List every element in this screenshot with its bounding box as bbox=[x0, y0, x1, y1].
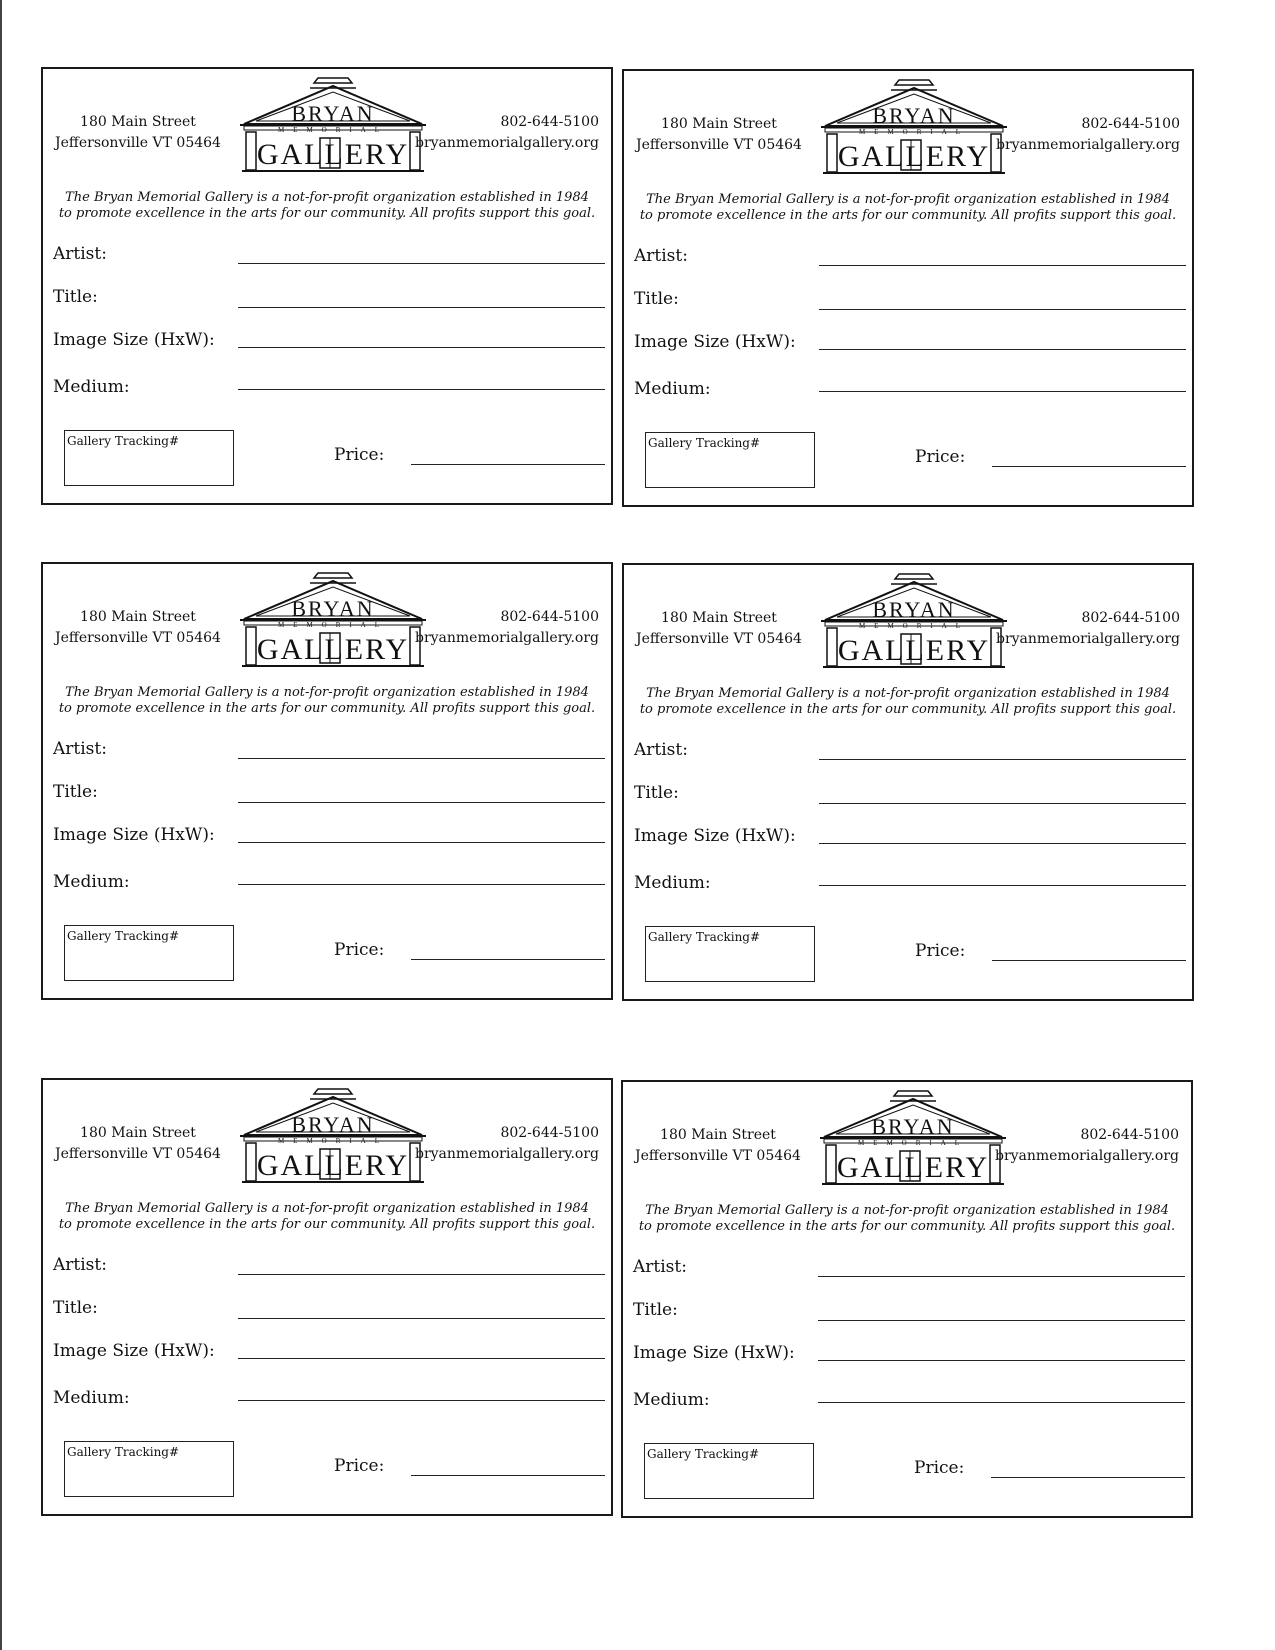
gallery-tracking-box[interactable] bbox=[64, 1441, 234, 1497]
logo-text-top: BRYAN bbox=[872, 103, 956, 128]
mission-line-2: to promote excellence in the arts for our community. All profits support this goal. bbox=[58, 701, 596, 716]
logo-text-bottom: GALLERY bbox=[256, 633, 410, 666]
gallery-building-logo bbox=[820, 1087, 1006, 1188]
address-city: Jeffersonville VT 05464 bbox=[55, 1146, 221, 1162]
gallery-tracking-box[interactable] bbox=[645, 926, 815, 982]
gallery-building-logo bbox=[240, 1085, 426, 1186]
gallery-address bbox=[636, 608, 802, 650]
address-city: Jeffersonville VT 05464 bbox=[55, 135, 221, 151]
logo-text-bottom: GALLERY bbox=[837, 634, 991, 667]
artwork-label-card-6 bbox=[621, 1080, 1193, 1518]
price-label: Price: bbox=[334, 940, 385, 960]
mission-line-2: to promote excellence in the arts for our community. All profits support this goal. bbox=[58, 206, 596, 221]
gallery-contact bbox=[996, 114, 1180, 156]
artist-label: Artist: bbox=[633, 1257, 687, 1277]
medium-label: Medium: bbox=[633, 1390, 710, 1410]
mission-statement bbox=[624, 686, 1192, 718]
logo-text-top: BRYAN bbox=[291, 1112, 375, 1137]
medium-label: Medium: bbox=[53, 1388, 130, 1408]
image-size-label: Image Size (HxW): bbox=[53, 1341, 215, 1361]
price-label: Price: bbox=[334, 445, 385, 465]
gallery-website: bryanmemorialgallery.org bbox=[414, 1146, 599, 1162]
medium-field[interactable] bbox=[818, 1402, 1185, 1403]
artist-label: Artist: bbox=[53, 739, 107, 759]
price-label: Price: bbox=[334, 1456, 385, 1476]
address-city: Jeffersonville VT 05464 bbox=[55, 630, 221, 646]
address-street: 180 Main Street bbox=[80, 114, 196, 130]
gallery-address bbox=[635, 1125, 801, 1167]
artist-label: Artist: bbox=[53, 1255, 107, 1275]
address-city: Jeffersonville VT 05464 bbox=[635, 1148, 801, 1164]
title-label: Title: bbox=[53, 287, 98, 307]
title-field[interactable] bbox=[818, 1320, 1185, 1321]
gallery-contact bbox=[415, 112, 599, 154]
gallery-tracking-label: Gallery Tracking# bbox=[67, 1445, 180, 1459]
medium-field[interactable] bbox=[238, 884, 605, 885]
title-field[interactable] bbox=[819, 309, 1186, 310]
image-size-field[interactable] bbox=[238, 347, 605, 348]
title-field[interactable] bbox=[238, 802, 605, 803]
artist-label: Artist: bbox=[634, 740, 688, 760]
gallery-contact bbox=[415, 1123, 599, 1165]
logo-text-middle: MEMORIAL bbox=[858, 128, 970, 136]
mission-statement bbox=[43, 685, 611, 717]
gallery-website: bryanmemorialgallery.org bbox=[994, 1148, 1179, 1164]
medium-label: Medium: bbox=[634, 379, 711, 399]
medium-field[interactable] bbox=[238, 1400, 605, 1401]
gallery-building-logo bbox=[821, 570, 1007, 671]
mission-statement bbox=[43, 190, 611, 222]
gallery-address bbox=[636, 114, 802, 156]
medium-label: Medium: bbox=[53, 377, 130, 397]
artist-field[interactable] bbox=[238, 263, 605, 264]
artist-label: Artist: bbox=[53, 244, 107, 264]
address-street: 180 Main Street bbox=[660, 1127, 776, 1143]
image-size-field[interactable] bbox=[238, 842, 605, 843]
price-label: Price: bbox=[915, 447, 966, 467]
logo-text-top: BRYAN bbox=[871, 1114, 955, 1139]
image-size-label: Image Size (HxW): bbox=[53, 825, 215, 845]
logo-text-bottom: GALLERY bbox=[837, 140, 991, 173]
gallery-tracking-box[interactable] bbox=[645, 432, 815, 488]
title-label: Title: bbox=[53, 782, 98, 802]
address-street: 180 Main Street bbox=[661, 610, 777, 626]
image-size-field[interactable] bbox=[819, 843, 1186, 844]
price-field[interactable] bbox=[411, 464, 605, 465]
mission-line-1: The Bryan Memorial Gallery is a not-for-profit organization established in 1984 bbox=[645, 1203, 1169, 1218]
artist-field[interactable] bbox=[238, 758, 605, 759]
artist-field[interactable] bbox=[238, 1274, 605, 1275]
price-label: Price: bbox=[914, 1458, 965, 1478]
title-field[interactable] bbox=[238, 1318, 605, 1319]
gallery-tracking-label: Gallery Tracking# bbox=[67, 434, 180, 448]
gallery-address bbox=[55, 112, 221, 154]
price-field[interactable] bbox=[411, 1475, 605, 1476]
image-size-label: Image Size (HxW): bbox=[53, 330, 215, 350]
image-size-label: Image Size (HxW): bbox=[633, 1343, 795, 1363]
title-label: Title: bbox=[634, 289, 679, 309]
title-label: Title: bbox=[634, 783, 679, 803]
logo-text-middle: MEMORIAL bbox=[858, 622, 970, 630]
gallery-tracking-box[interactable] bbox=[64, 925, 234, 981]
medium-field[interactable] bbox=[819, 391, 1186, 392]
mission-statement bbox=[43, 1201, 611, 1233]
gallery-tracking-label: Gallery Tracking# bbox=[648, 930, 761, 944]
address-city: Jeffersonville VT 05464 bbox=[636, 631, 802, 647]
gallery-contact bbox=[415, 607, 599, 649]
address-street: 180 Main Street bbox=[80, 1125, 196, 1141]
logo-text-bottom: GALLERY bbox=[836, 1151, 990, 1184]
mission-line-1: The Bryan Memorial Gallery is a not-for-profit organization established in 1984 bbox=[65, 1201, 589, 1216]
mission-line-1: The Bryan Memorial Gallery is a not-for-profit organization established in 1984 bbox=[646, 192, 1170, 207]
artist-field[interactable] bbox=[818, 1276, 1185, 1277]
address-city: Jeffersonville VT 05464 bbox=[636, 137, 802, 153]
mission-line-2: to promote excellence in the arts for our community. All profits support this goal. bbox=[638, 1219, 1176, 1234]
mission-line-1: The Bryan Memorial Gallery is a not-for-profit organization established in 1984 bbox=[65, 190, 589, 205]
title-label: Title: bbox=[633, 1300, 678, 1320]
address-street: 180 Main Street bbox=[80, 609, 196, 625]
gallery-website: bryanmemorialgallery.org bbox=[995, 137, 1180, 153]
gallery-phone: 802-644-5100 bbox=[1081, 116, 1180, 132]
price-field[interactable] bbox=[411, 959, 605, 960]
artwork-label-card-4 bbox=[622, 563, 1194, 1001]
medium-field[interactable] bbox=[238, 389, 605, 390]
logo-text-bottom: GALLERY bbox=[256, 138, 410, 171]
gallery-contact bbox=[996, 608, 1180, 650]
logo-text-middle: MEMORIAL bbox=[857, 1139, 969, 1147]
mission-statement bbox=[624, 192, 1192, 224]
logo-text-top: BRYAN bbox=[291, 101, 375, 126]
gallery-tracking-label: Gallery Tracking# bbox=[647, 1447, 760, 1461]
price-field[interactable] bbox=[991, 1477, 1185, 1478]
mission-statement bbox=[623, 1203, 1191, 1235]
address-street: 180 Main Street bbox=[661, 116, 777, 132]
gallery-tracking-box[interactable] bbox=[64, 430, 234, 486]
gallery-address bbox=[55, 607, 221, 649]
gallery-tracking-label: Gallery Tracking# bbox=[648, 436, 761, 450]
gallery-building-logo bbox=[821, 76, 1007, 177]
medium-field[interactable] bbox=[819, 885, 1186, 886]
logo-text-middle: MEMORIAL bbox=[277, 126, 389, 134]
artist-field[interactable] bbox=[819, 265, 1186, 266]
gallery-tracking-box[interactable] bbox=[644, 1443, 814, 1499]
price-label: Price: bbox=[915, 941, 966, 961]
gallery-phone: 802-644-5100 bbox=[500, 609, 599, 625]
image-size-field[interactable] bbox=[819, 349, 1186, 350]
image-size-label: Image Size (HxW): bbox=[634, 826, 796, 846]
title-field[interactable] bbox=[819, 803, 1186, 804]
gallery-website: bryanmemorialgallery.org bbox=[414, 135, 599, 151]
logo-text-bottom: GALLERY bbox=[256, 1149, 410, 1182]
artwork-label-card-1 bbox=[41, 67, 613, 505]
gallery-building-logo bbox=[240, 74, 426, 175]
medium-label: Medium: bbox=[53, 872, 130, 892]
medium-label: Medium: bbox=[634, 873, 711, 893]
gallery-website: bryanmemorialgallery.org bbox=[995, 631, 1180, 647]
image-size-label: Image Size (HxW): bbox=[634, 332, 796, 352]
artist-label: Artist: bbox=[634, 246, 688, 266]
mission-line-2: to promote excellence in the arts for our community. All profits support this goal. bbox=[639, 208, 1177, 223]
image-size-field[interactable] bbox=[818, 1360, 1185, 1361]
mission-line-2: to promote excellence in the arts for our community. All profits support this goal. bbox=[58, 1217, 596, 1232]
image-size-field[interactable] bbox=[238, 1358, 605, 1359]
gallery-website: bryanmemorialgallery.org bbox=[414, 630, 599, 646]
title-label: Title: bbox=[53, 1298, 98, 1318]
page-left-border bbox=[0, 0, 2, 1650]
artwork-label-card-5 bbox=[41, 1078, 613, 1516]
gallery-tracking-label: Gallery Tracking# bbox=[67, 929, 180, 943]
artwork-label-card-3 bbox=[41, 562, 613, 1000]
gallery-phone: 802-644-5100 bbox=[1081, 610, 1180, 626]
logo-text-top: BRYAN bbox=[291, 596, 375, 621]
mission-line-2: to promote excellence in the arts for our community. All profits support this goal. bbox=[639, 702, 1177, 717]
price-field[interactable] bbox=[992, 960, 1186, 961]
mission-line-1: The Bryan Memorial Gallery is a not-for-profit organization established in 1984 bbox=[65, 685, 589, 700]
gallery-phone: 802-644-5100 bbox=[500, 114, 599, 130]
price-field[interactable] bbox=[992, 466, 1186, 467]
logo-text-middle: MEMORIAL bbox=[277, 621, 389, 629]
mission-line-1: The Bryan Memorial Gallery is a not-for-profit organization established in 1984 bbox=[646, 686, 1170, 701]
gallery-address bbox=[55, 1123, 221, 1165]
gallery-building-logo bbox=[240, 569, 426, 670]
artist-field[interactable] bbox=[819, 759, 1186, 760]
logo-text-top: BRYAN bbox=[872, 597, 956, 622]
title-field[interactable] bbox=[238, 307, 605, 308]
artwork-label-card-2 bbox=[622, 69, 1194, 507]
gallery-contact bbox=[995, 1125, 1179, 1167]
logo-text-middle: MEMORIAL bbox=[277, 1137, 389, 1145]
gallery-phone: 802-644-5100 bbox=[500, 1125, 599, 1141]
gallery-phone: 802-644-5100 bbox=[1080, 1127, 1179, 1143]
